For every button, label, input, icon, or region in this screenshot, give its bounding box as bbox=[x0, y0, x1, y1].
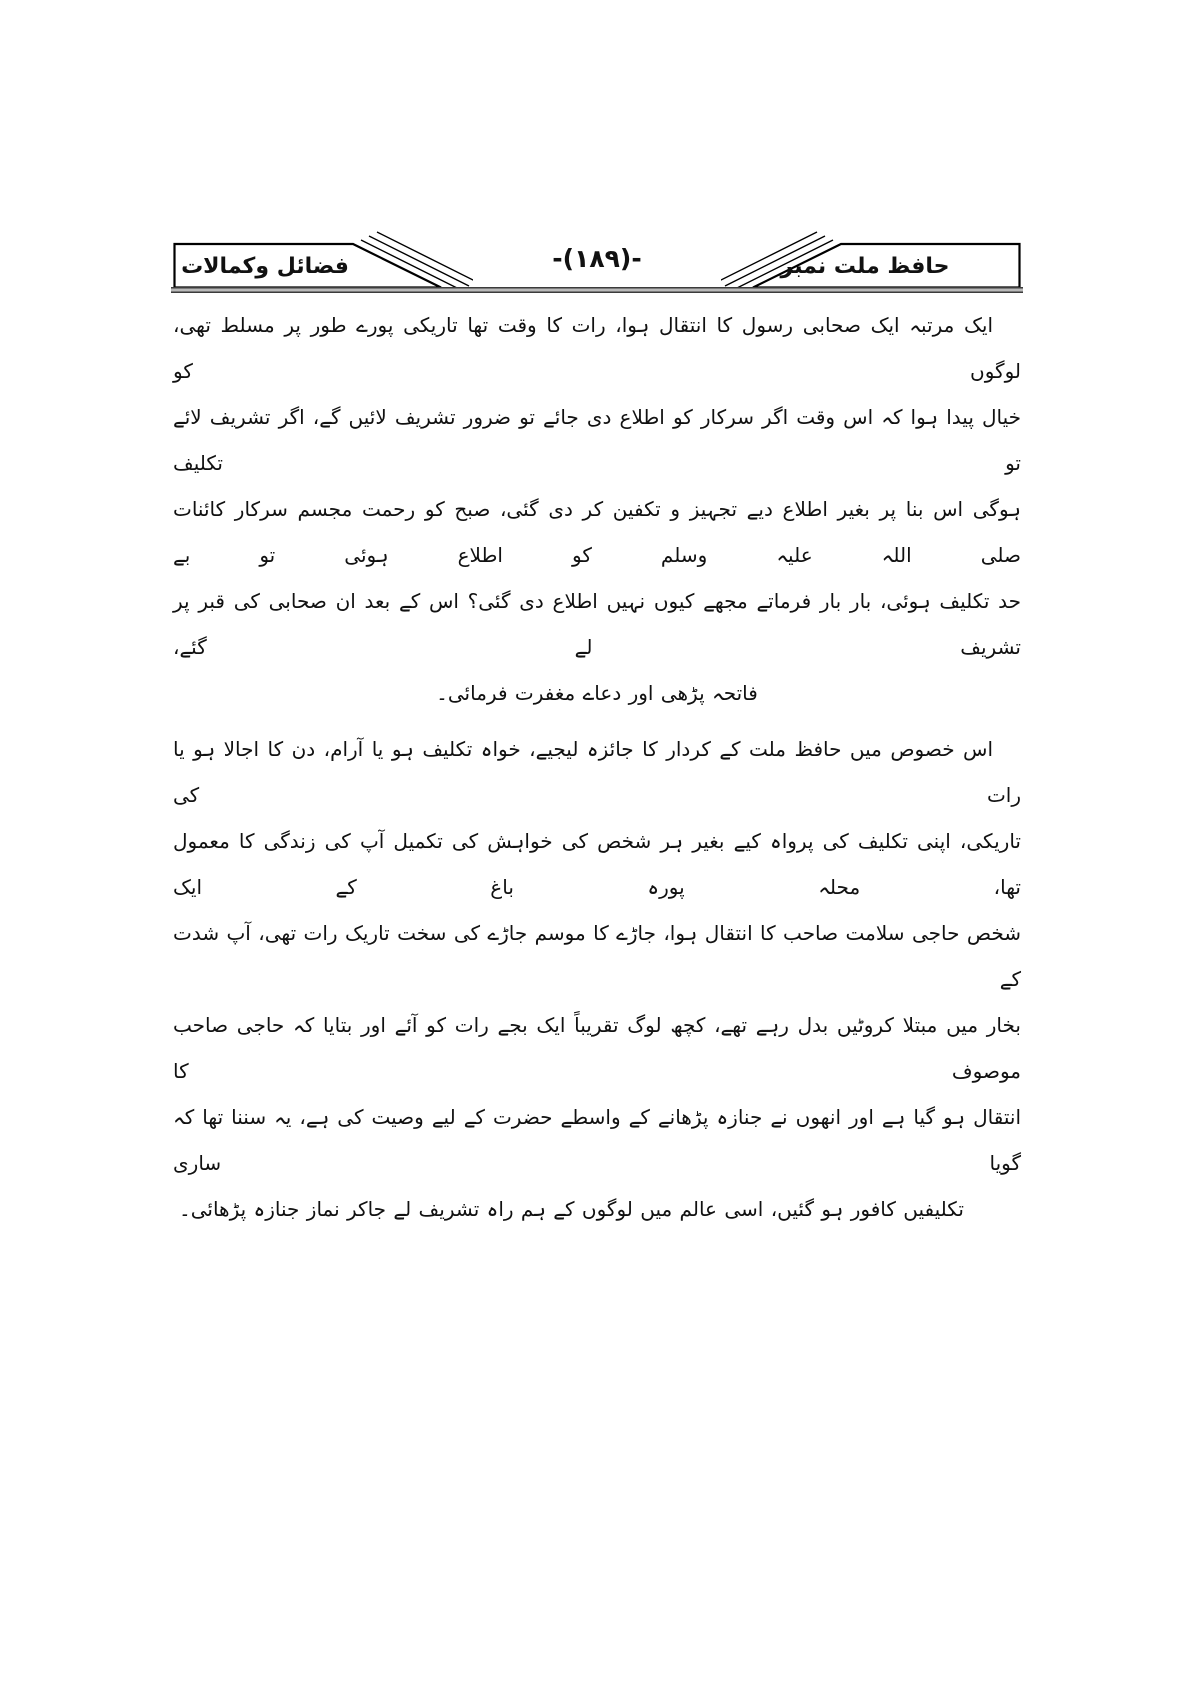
section-title-left: فضائل وکمالات bbox=[181, 254, 349, 279]
body-text bbox=[173, 302, 1021, 1242]
text-line: خیال پیدا ہوا کہ اس وقت اگر سرکار کو اطلاع دی جائے تو ضرور تشریف لائیں گے، اگر تشریف لائے تو تکلیف bbox=[173, 405, 1021, 475]
paragraph-2 bbox=[173, 726, 1021, 1232]
text-line: تاریکی، اپنی تکلیف کی پرواہ کیے بغیر ہر شخص کی خواہش کی تکمیل آپ کی زندگی کا معمول تھا، محلہ پورہ باغ کے ایک bbox=[173, 829, 1021, 899]
text-line: فاتحہ پڑھی اور دعاے مغفرت فرمائی۔ bbox=[436, 681, 758, 705]
header-banner-left bbox=[173, 230, 473, 292]
text-line: بخار میں مبتلا کروٹیں بدل رہے تھے، کچھ لوگ تقریباً ایک بجے رات کو آئے اور بتایا کہ حاجی صاحب موصوف کا bbox=[173, 1013, 1021, 1083]
text-line: انتقال ہو گیا ہے اور انھوں نے جنازہ پڑھانے کے واسطے حضرت کے لیے وصیت کی ہے، یہ سننا تھا کہ گویا ساری bbox=[173, 1105, 1021, 1175]
text-line: اس خصوص میں حافظ ملت کے کردار کا جائزہ لیجیے، خواہ تکلیف ہو یا آرام، دن کا اجالا ہو یا رات کی bbox=[173, 737, 1021, 807]
page-content bbox=[173, 0, 1021, 1684]
text-line: ہوگی اس بنا پر بغیر اطلاع دیے تجہیز و تکفین کر دی گئی، صبح کو رحمت مجسم سرکار کائنات صلی اللہ علیہ وسلم کو اطلاع ہوئی تو بے bbox=[173, 497, 1021, 567]
section-title-right: حافظ ملت نمبر bbox=[780, 254, 950, 279]
header-divider-rule bbox=[171, 287, 1023, 293]
text-line: شخص حاجی سلامت صاحب کا انتقال ہوا، جاڑے کا موسم جاڑے کی سخت تاریک رات تھی، آپ شدت کے bbox=[173, 921, 1021, 991]
paragraph-1 bbox=[173, 302, 1021, 716]
text-line: تکلیفیں کافور ہو گئیں، اسی عالم میں لوگوں کے ہم راہ تشریف لے جاکر نماز جنازہ پڑھائی۔ bbox=[179, 1197, 964, 1221]
text-line: حد تکلیف ہوئی، بار بار فرماتے مجھے کیوں نہیں اطلاع دی گئی؟ اس کے بعد ان صحابی کی قبر پر تشریف لے گئے، bbox=[173, 589, 1021, 659]
text-line: ایک مرتبہ ایک صحابی رسول کا انتقال ہوا، رات کا وقت تھا تاریکی پورے طور پر مسلط تھی، لوگوں کو bbox=[173, 313, 1021, 383]
page-number: -(۱۸۹)- bbox=[552, 244, 642, 273]
